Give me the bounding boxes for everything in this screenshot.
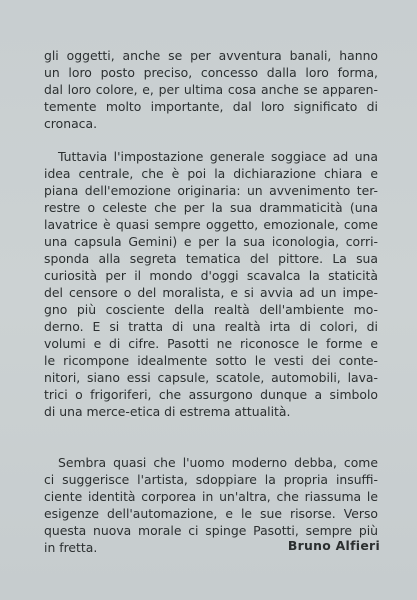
text-line: Sembra quasi che l'uomo moderno debba, come xyxy=(58,455,378,470)
text-line: sponda alla segreta tematica del pittore. La sua xyxy=(44,251,378,266)
text-line: esigenze dell'automazione, e le sue risorse. Verso xyxy=(44,506,378,521)
text-line: trici o frigoriferi, che assurgono dunque a simbolo xyxy=(44,387,378,402)
text-line: di una merce-etica di estrema attualità. xyxy=(44,404,291,419)
text-line: gli oggetti, anche se per avventura banali, hanno xyxy=(44,48,378,63)
text-line: del censore o del moralista, e si avvia ad un impe- xyxy=(44,285,378,300)
text-line: cronaca. xyxy=(44,116,98,131)
text-line: restre o celeste che per la sua drammaticità (una xyxy=(44,200,378,215)
text-line: curiosità per il mondo d'oggi scavalca la staticità xyxy=(44,268,378,283)
text-line: ci suggerisce l'artista, sdoppiare la propria insuffi- xyxy=(44,472,378,487)
text-line: questa nuova morale ci spinge Pasotti, sempre più xyxy=(44,523,378,538)
text-line: dal loro colore, e, per ultima cosa anche se apparen- xyxy=(44,82,378,97)
text-line: un loro posto preciso, concesso dalla loro forma, xyxy=(44,65,378,80)
paragraph-2 xyxy=(44,148,378,420)
author-signature: Bruno Alfieri xyxy=(287,538,380,553)
text-line: temente molto importante, dal loro significato di xyxy=(44,99,378,114)
text-line: ciente identità corporea in un'altra, che riassuma le xyxy=(44,489,378,504)
text-line: idea centrale, che è poi la dichiarazione chiara e xyxy=(44,166,378,181)
paragraph-1 xyxy=(44,47,378,132)
text-line: Tuttavia l'impostazione generale soggiace ad una xyxy=(58,149,378,164)
text-line: piana dell'emozione originaria: un avvenimento ter- xyxy=(44,183,378,198)
text-line: nitori, siano essi capsule, scatole, automobili, lava- xyxy=(44,370,378,385)
text-line: in fretta. xyxy=(44,540,98,555)
text-line: lavatrice è quasi sempre oggetto, emozionale, come xyxy=(44,217,378,232)
text-line: volumi e di cifre. Pasotti ne riconosce le forme e xyxy=(44,336,378,351)
text-line: una capsula Gemini) e per la sua iconologia, corri- xyxy=(44,234,378,249)
text-line: gno più cosciente della realtà dell'ambiente mo- xyxy=(44,302,378,317)
text-line: le ricompone idealmente sotto le vesti dei conte- xyxy=(44,353,378,368)
text-line: derno. E si tratta di una realtà irta di colori, di xyxy=(44,319,378,334)
